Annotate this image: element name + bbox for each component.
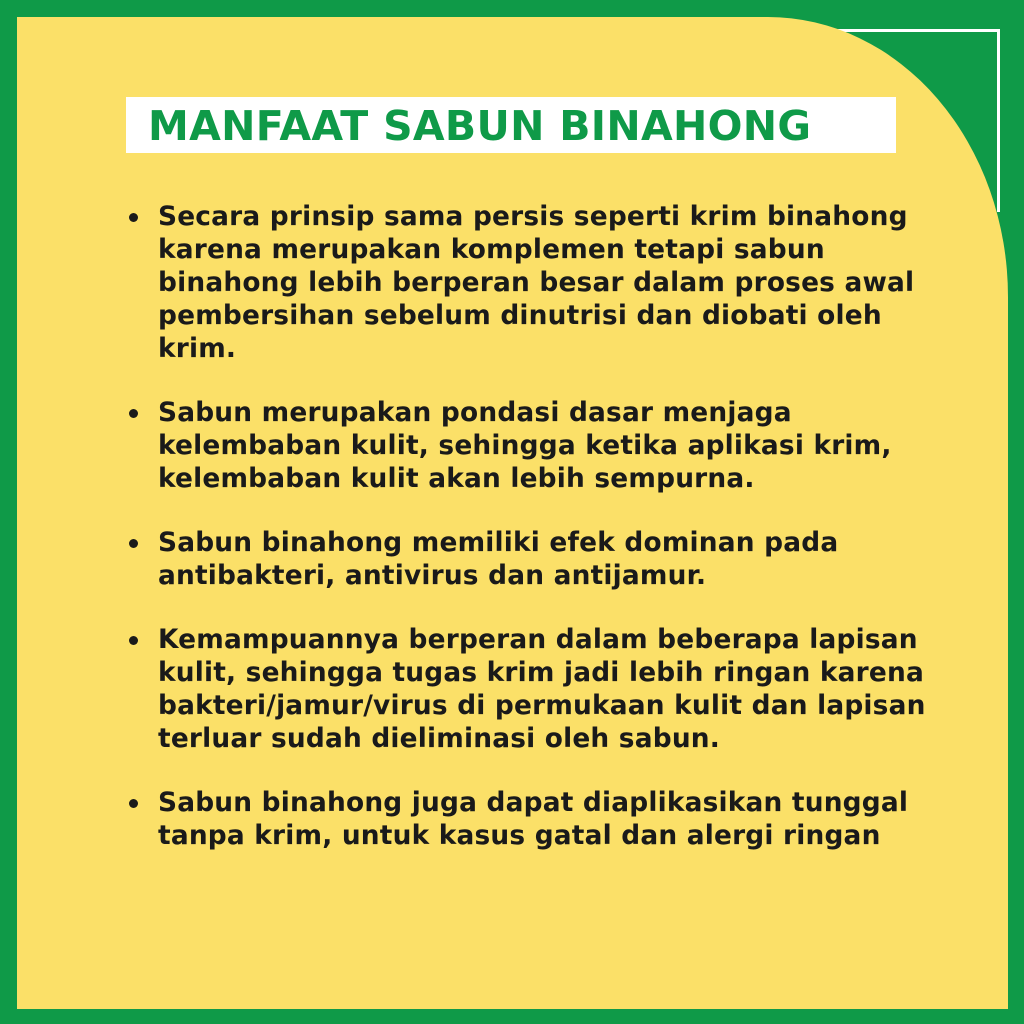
bullet-dot-icon <box>129 409 138 418</box>
list-item-text: Secara prinsip sama persis seperti krim binahong karena merupakan komplemen tetapi sabun binahong lebih berperan besar dalam proses awal pembersihan sebelum dinutrisi dan diobati oleh krim. <box>158 201 915 364</box>
list-item <box>158 200 958 365</box>
list-item-text: Sabun binahong memiliki efek dominan pada antibakteri, antivirus dan antijamur. <box>158 527 839 591</box>
benefit-list <box>158 200 958 883</box>
page-title: MANFAAT SABUN BINAHONG <box>148 102 812 150</box>
bullet-dot-icon <box>129 539 138 548</box>
list-item <box>158 786 958 852</box>
bullet-dot-icon <box>129 799 138 808</box>
list-item <box>158 526 958 592</box>
list-item-text: Sabun merupakan pondasi dasar menjaga kelembaban kulit, sehingga ketika aplikasi krim, kelembaban kulit akan lebih sempurna. <box>158 397 892 494</box>
bullet-dot-icon <box>129 636 138 645</box>
list-item-text: Kemampuannya berperan dalam beberapa lapisan kulit, sehingga tugas krim jadi lebih ringan karena bakteri/jamur/virus di permukaan kulit dan lapisan terluar sudah dieliminasi oleh sabun. <box>158 624 926 754</box>
list-item-text: Sabun binahong juga dapat diaplikasikan tunggal tanpa krim, untuk kasus gatal dan alergi ringan <box>158 787 909 851</box>
list-item <box>158 396 958 495</box>
bullet-dot-icon <box>129 213 138 222</box>
list-item <box>158 623 958 755</box>
